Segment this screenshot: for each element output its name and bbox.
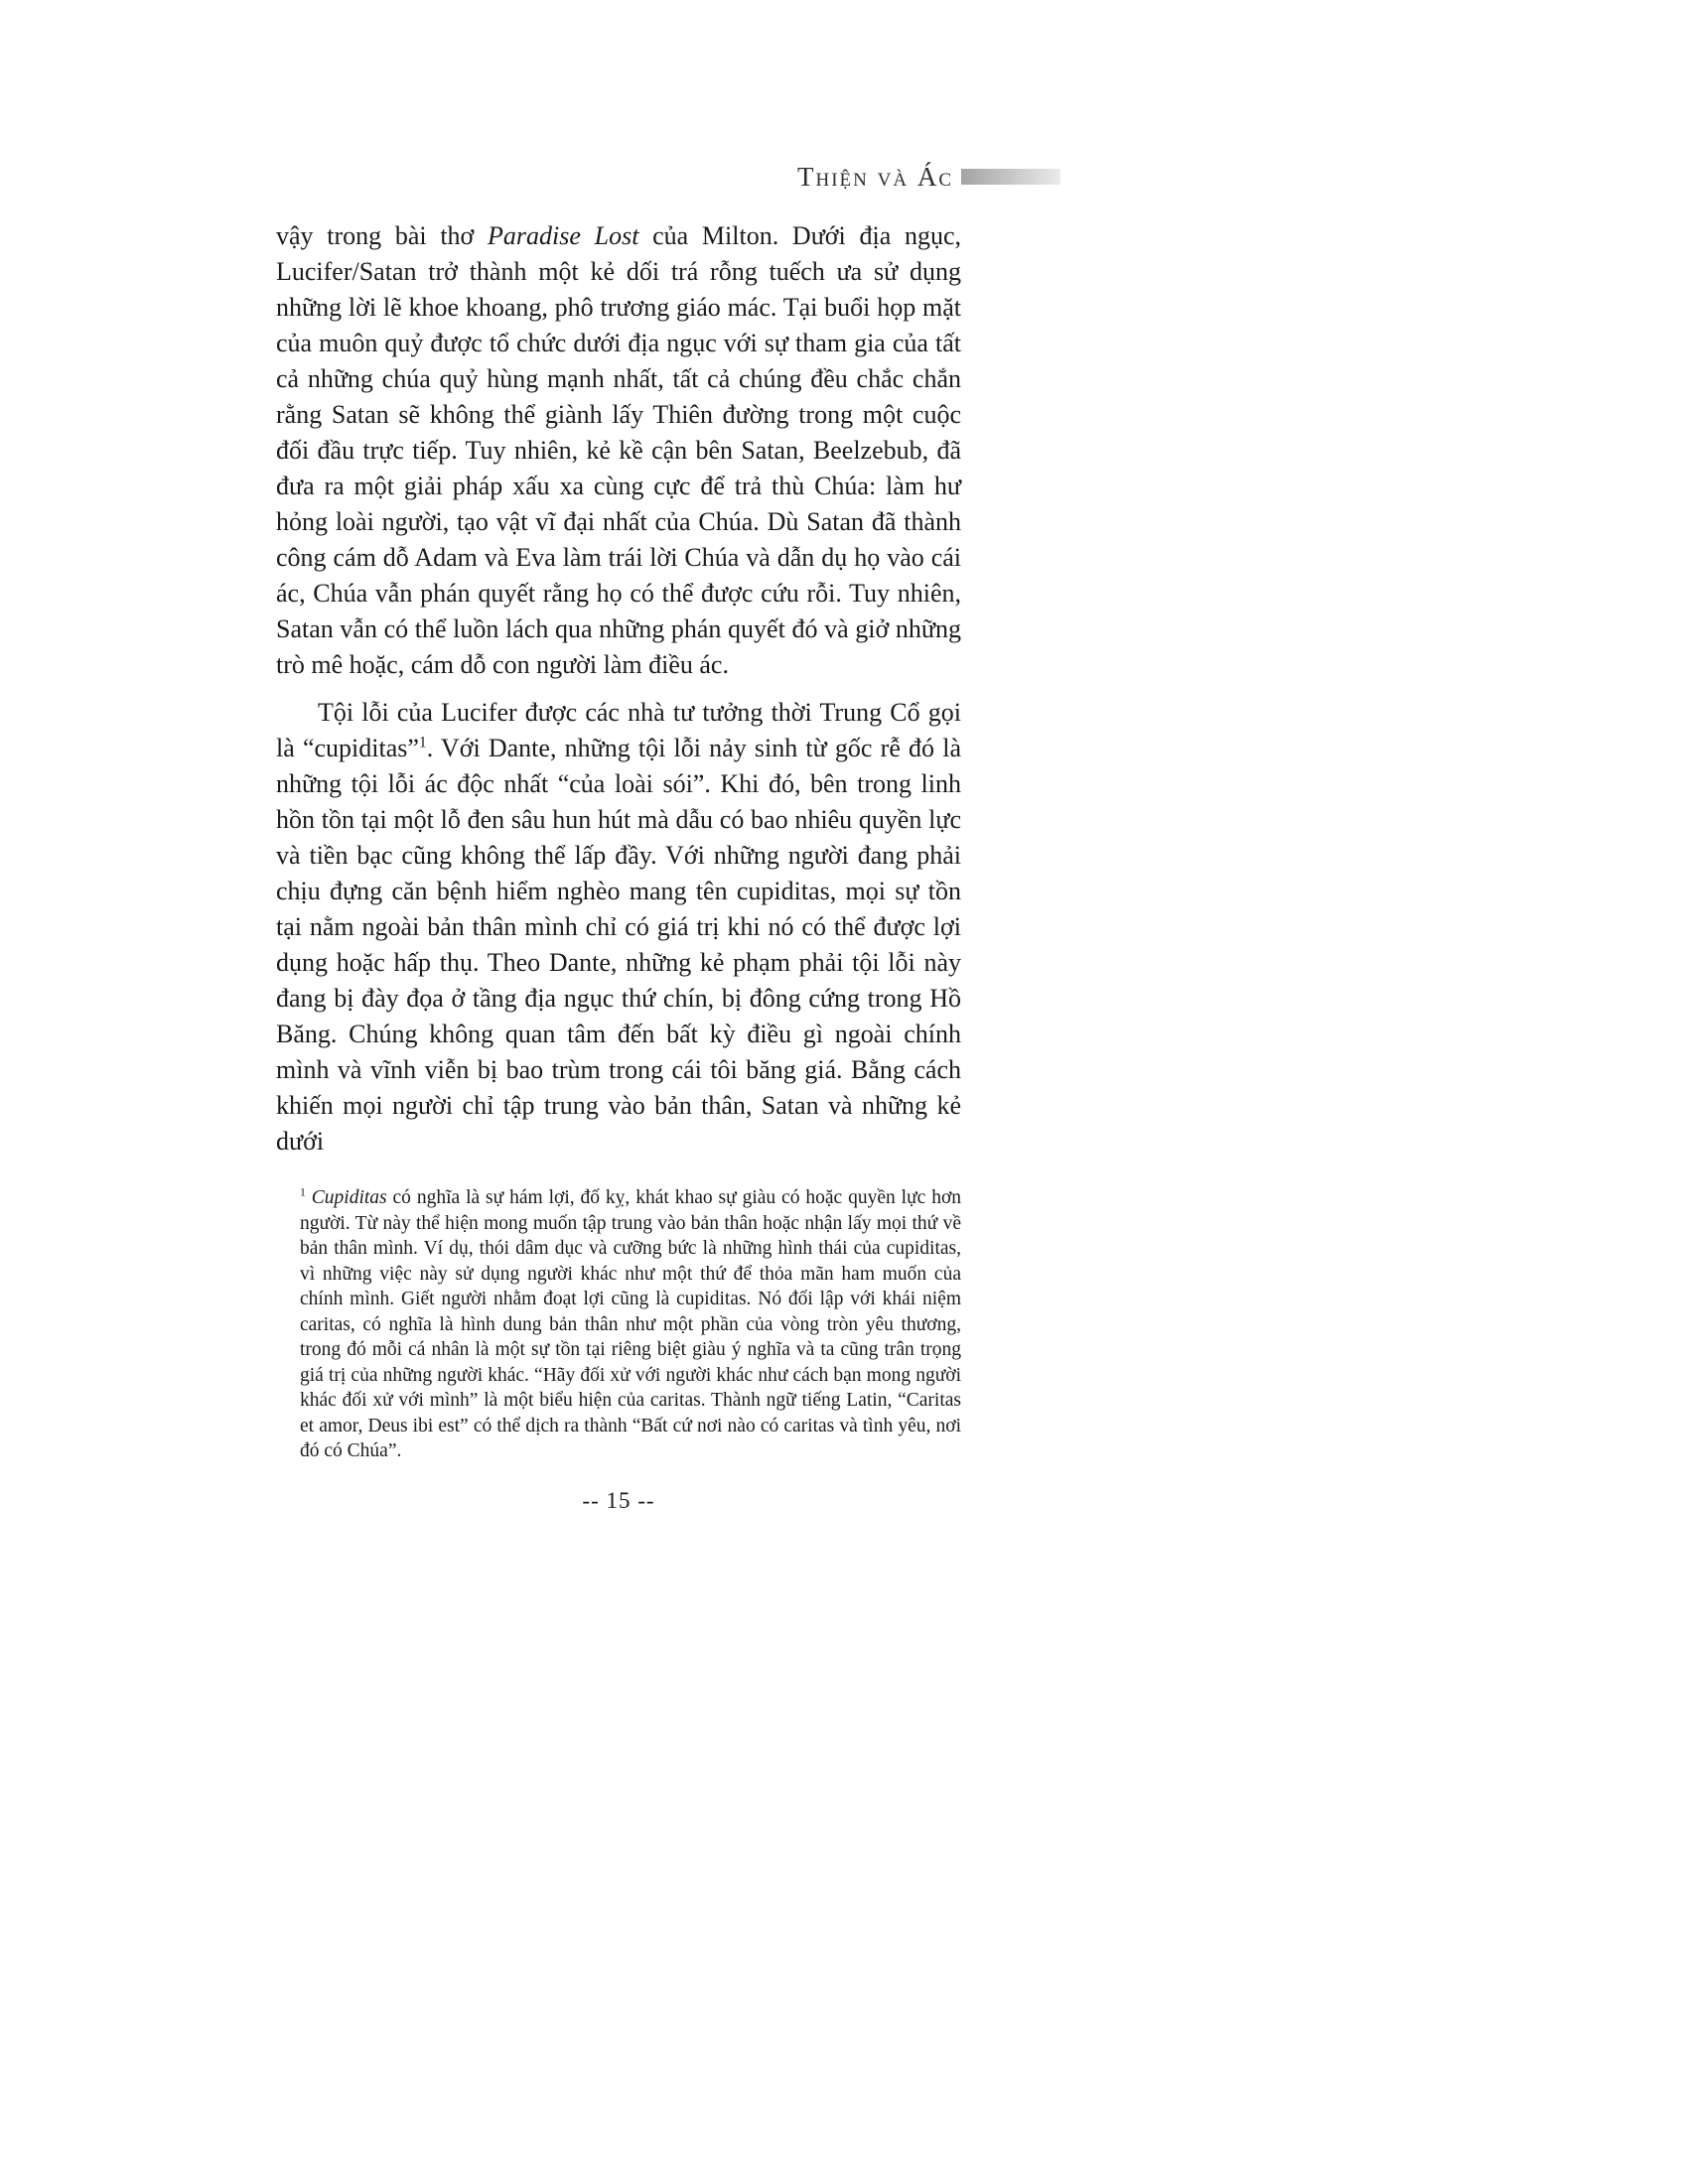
- running-head-title: Thiện và Ác: [797, 161, 953, 192]
- body-paragraph-1: vậy trong bài thơ Paradise Lost của Milton. Dưới địa ngục, Lucifer/Satan trở thành một kẻ dối trá rỗng tuếch ưa sử dụng những lời lẽ khoe khoang, phô trương giáo mác. Tại buổi họp mặt của muôn quỷ được tổ chức dưới địa ngục với sự tham gia của tất cả những chúa quỷ hùng mạnh nhất, tất cả chúng đều chắc chắn rằng Satan sẽ không thể giành lấy Thiên đường trong một cuộc đối đầu trực tiếp. Tuy nhiên, kẻ kề cận bên Satan, Beelzebub, đã đưa ra một giải pháp xấu xa cùng cực để trả thù Chúa: làm hư hỏng loài người, tạo vật vĩ đại nhất của Chúa. Dù Satan đã thành công cám dỗ Adam và Eva làm trái lời Chúa và dẫn dụ họ vào cái ác, Chúa vẫn phán quyết rằng họ có thể được cứu rỗi. Tuy nhiên, Satan vẫn có thể luồn lách qua những phán quyết đó và giở những trò mê hoặc, cám dỗ con người làm điều ác.: [276, 221, 961, 679]
- page-header: [276, 163, 1060, 191]
- header-gradient-bar: [961, 169, 1060, 185]
- footnote-text: $^1$ Cupiditas có nghĩa là sự hám lợi, đố kỵ, khát khao sự giàu có hoặc quyền lực hơn người. Từ này thể hiện mong muốn tập trung vào bản thân hoặc nhận lấy mọi thứ về bản thân mình. Ví dụ, thói dâm dục và cưỡng bức là những hình thái của cupiditas, vì những việc này sử dụng người khác như một thứ để thỏa mãn ham muốn của chính mình. Giết người nhằm đoạt lợi cũng là cupiditas. Nó đối lập với khái niệm caritas, có nghĩa là hình dung bản thân như một phần của vòng tròn yêu thương, trong đó mỗi cá nhân là một sự tồn tại riêng biệt giàu ý nghĩa và ta cũng trân trọng giá trị của những người khác. “Hãy đối xử với người khác như cách bạn mong người khác đối xử với mình” là một biểu hiện của caritas. Thành ngữ tiếng Latin, “Caritas et amor, Deus ibi est” có thể dịch ra thành “Bất cứ nơi nào có caritas và tình yêu, nơi đó có Chúa”.: [300, 1185, 962, 1461]
- body-paragraph-2: Tội lỗi của Lucifer được các nhà tư tưởng thời Trung Cổ gọi là “cupiditas”$^1$. Với Dante, những tội lỗi nảy sinh từ gốc rễ đó là những tội lỗi ác độc nhất “của loài sói”. Khi đó, bên trong linh hồn tồn tại một lỗ đen sâu hun hút mà dẫu có bao nhiêu quyền lực và tiền bạc cũng không thể lấp đầy. Với những người đang phải chịu đựng căn bệnh hiểm nghèo mang tên cupiditas, mọi sự tồn tại nằm ngoài bản thân mình chỉ có giá trị khi nó có thể được lợi dụng hoặc hấp thụ. Theo Dante, những kẻ phạm phải tội lỗi này đang bị đày đọa ở tầng địa ngục thứ chín, bị đông cứng trong Hồ Băng. Chúng không quan tâm đến bất kỳ điều gì ngoài chính mình và vĩnh viễn bị bao trùm trong cái tôi băng giá. Bằng cách khiến mọi người chỉ tập trung vào bản thân, Satan và những kẻ dưới: [276, 698, 961, 1156]
- page-number: -- 15 --: [582, 1487, 655, 1513]
- page-body: [276, 218, 961, 1514]
